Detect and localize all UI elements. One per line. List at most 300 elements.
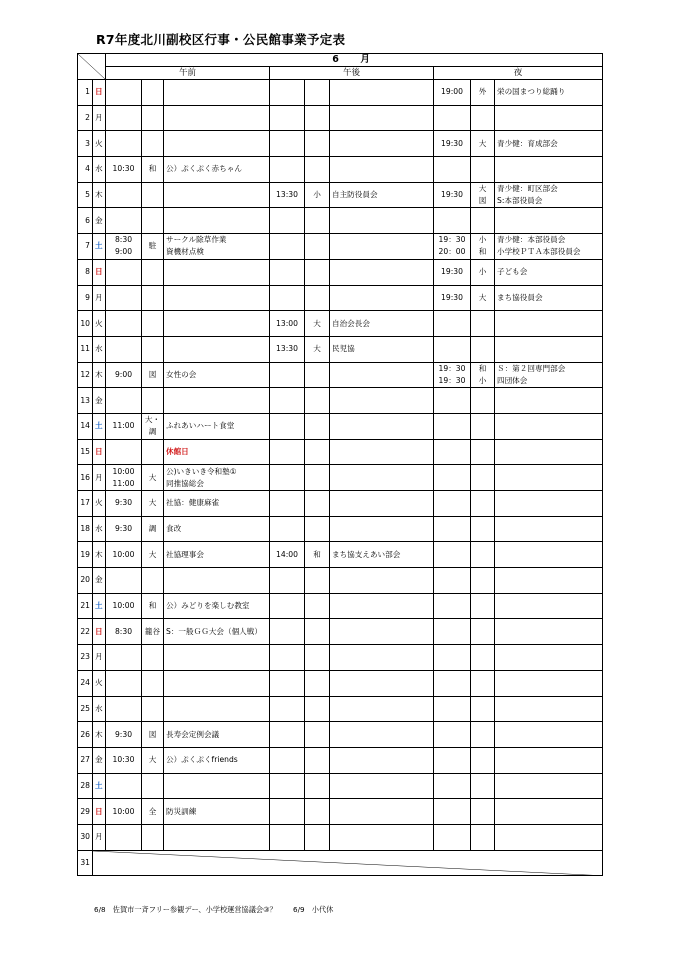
afternoon-event: 自治会長会 (330, 311, 434, 337)
morning-event: 社協：健康麻雀 (164, 491, 270, 517)
morning-time-line: 11:00 (112, 478, 135, 488)
morning-time: 9:30 (106, 516, 142, 542)
day-number: 14 (78, 413, 93, 439)
night-time: 19:30 (434, 182, 471, 208)
morning-event (164, 773, 270, 799)
night-place (471, 208, 495, 234)
night-event (495, 670, 603, 696)
morning-event (164, 105, 270, 131)
night-place (471, 362, 495, 388)
night-place-line: 小 (478, 235, 487, 245)
afternoon-event (330, 157, 434, 183)
afternoon-place (305, 516, 330, 542)
footnotes (94, 905, 347, 915)
morning-event: 休館日 (164, 439, 270, 465)
night-place (471, 619, 495, 645)
day-number: 26 (78, 722, 93, 748)
weekday: 日 (93, 799, 106, 825)
night-event (495, 593, 603, 619)
day-number: 29 (78, 799, 93, 825)
night-place: 外 (471, 80, 495, 106)
night-place (471, 182, 495, 208)
morning-place (142, 131, 164, 157)
day-row (78, 516, 603, 542)
morning-place: 籠谷 (142, 619, 164, 645)
weekday: 水 (93, 516, 106, 542)
afternoon-event (330, 773, 434, 799)
morning-time (106, 645, 142, 671)
blank-row (93, 850, 603, 876)
morning-event (164, 568, 270, 594)
night-place (471, 311, 495, 337)
night-event (495, 157, 603, 183)
weekday: 金 (93, 747, 106, 773)
afternoon-event (330, 696, 434, 722)
weekday: 木 (93, 542, 106, 568)
day-number: 6 (78, 208, 93, 234)
night-place (471, 105, 495, 131)
day-number: 31 (78, 850, 93, 876)
night-event (495, 799, 603, 825)
night-place (471, 516, 495, 542)
day-row (78, 131, 603, 157)
day-row (78, 336, 603, 362)
morning-event (164, 234, 270, 260)
morning-place (142, 208, 164, 234)
day-row (78, 773, 603, 799)
day-number: 16 (78, 465, 93, 491)
weekday: 土 (93, 234, 106, 260)
night-place (471, 722, 495, 748)
night-place (471, 773, 495, 799)
afternoon-event (330, 234, 434, 260)
night-event (495, 516, 603, 542)
weekday: 月 (93, 824, 106, 850)
day-row (78, 850, 603, 876)
night-place: 大 (471, 285, 495, 311)
morning-place (142, 336, 164, 362)
night-place-line: 大 (478, 184, 487, 194)
morning-event (164, 311, 270, 337)
morning-place (142, 439, 164, 465)
afternoon-time (270, 259, 305, 285)
morning-place: 駐 (142, 234, 164, 260)
night-event-line: 青少健：町区部会 (497, 184, 558, 194)
afternoon-time (270, 208, 305, 234)
afternoon-event (330, 619, 434, 645)
night-event (495, 619, 603, 645)
morning-place (142, 259, 164, 285)
morning-time (106, 208, 142, 234)
afternoon-time (270, 773, 305, 799)
night-time (434, 362, 471, 388)
night-place (471, 747, 495, 773)
morning-event-line: 同推協総会 (166, 478, 204, 488)
morning-place (142, 182, 164, 208)
day-row (78, 439, 603, 465)
morning-event: 長寿会定例会議 (164, 722, 270, 748)
night-time (434, 157, 471, 183)
afternoon-event (330, 105, 434, 131)
morning-event: S：一般ＧＧ大会（個人戦） (164, 619, 270, 645)
morning-time: 11:00 (106, 413, 142, 439)
day-row (78, 491, 603, 517)
morning-place (142, 285, 164, 311)
night-event (495, 696, 603, 722)
day-number: 23 (78, 645, 93, 671)
night-place: 大 (471, 131, 495, 157)
night-time (434, 413, 471, 439)
day-number: 2 (78, 105, 93, 131)
day-row (78, 311, 603, 337)
night-event (495, 388, 603, 414)
night-time (434, 799, 471, 825)
afternoon-event: 自主防役員会 (330, 182, 434, 208)
night-time-line: 19：30 (438, 375, 466, 385)
morning-time (106, 336, 142, 362)
footnote-2: 6/9 小代休 (293, 905, 334, 914)
day-number: 17 (78, 491, 93, 517)
weekday: 火 (93, 311, 106, 337)
morning-time (106, 465, 142, 491)
night-time (434, 568, 471, 594)
night-time (434, 670, 471, 696)
morning-place (142, 773, 164, 799)
night-event (495, 362, 603, 388)
day-number: 13 (78, 388, 93, 414)
morning-time: 10:30 (106, 747, 142, 773)
morning-time (106, 285, 142, 311)
day-number: 11 (78, 336, 93, 362)
morning-event: 女性の会 (164, 362, 270, 388)
night-time (434, 619, 471, 645)
afternoon-place (305, 773, 330, 799)
afternoon-place (305, 362, 330, 388)
afternoon-place (305, 568, 330, 594)
afternoon-place (305, 747, 330, 773)
afternoon-place (305, 105, 330, 131)
morning-time (106, 234, 142, 260)
day-row (78, 696, 603, 722)
morning-time (106, 670, 142, 696)
weekday: 木 (93, 722, 106, 748)
afternoon-time (270, 696, 305, 722)
morning-place (142, 824, 164, 850)
day-row (78, 670, 603, 696)
afternoon-time: 13:00 (270, 311, 305, 337)
day-number: 21 (78, 593, 93, 619)
morning-event (164, 696, 270, 722)
morning-time (106, 568, 142, 594)
day-number: 9 (78, 285, 93, 311)
night-time-line: 20：00 (438, 247, 466, 257)
night-place (471, 336, 495, 362)
night-event (495, 182, 603, 208)
night-time (434, 311, 471, 337)
afternoon-time: 13:30 (270, 336, 305, 362)
corner-cell (78, 54, 106, 80)
morning-time (106, 773, 142, 799)
weekday: 月 (93, 645, 106, 671)
night-event (495, 568, 603, 594)
morning-place (142, 311, 164, 337)
night-event (495, 234, 603, 260)
morning-place (142, 670, 164, 696)
night-event (495, 336, 603, 362)
night-event-line: Ｓ：第２回専門部会 (497, 363, 566, 373)
morning-place: 大 (142, 491, 164, 517)
morning-time (106, 439, 142, 465)
afternoon-event: 民児協 (330, 336, 434, 362)
day-number: 5 (78, 182, 93, 208)
afternoon-time (270, 568, 305, 594)
afternoon-time (270, 234, 305, 260)
afternoon-time (270, 593, 305, 619)
afternoon-time: 14:00 (270, 542, 305, 568)
night-place (471, 696, 495, 722)
night-time: 19:30 (434, 131, 471, 157)
night-time (434, 439, 471, 465)
afternoon-time (270, 413, 305, 439)
afternoon-time: 13:30 (270, 182, 305, 208)
day-number: 20 (78, 568, 93, 594)
night-event-line: 青少健：本部役員会 (497, 235, 566, 245)
afternoon-time (270, 645, 305, 671)
morning-place (142, 105, 164, 131)
month-header: 6 月 (106, 54, 603, 67)
weekday: 土 (93, 413, 106, 439)
day-row (78, 157, 603, 183)
weekday: 日 (93, 259, 106, 285)
day-row (78, 747, 603, 773)
morning-time: 9:30 (106, 491, 142, 517)
day-number: 3 (78, 131, 93, 157)
day-row (78, 208, 603, 234)
schedule-table (77, 53, 603, 876)
morning-time (106, 80, 142, 106)
afternoon-place (305, 722, 330, 748)
day-row (78, 799, 603, 825)
morning-place: 大 (142, 465, 164, 491)
afternoon-time (270, 439, 305, 465)
morning-event (164, 824, 270, 850)
morning-place: 図 (142, 362, 164, 388)
morning-place (142, 388, 164, 414)
day-row (78, 388, 603, 414)
afternoon-time (270, 105, 305, 131)
night-place (471, 388, 495, 414)
morning-event (164, 670, 270, 696)
morning-event (164, 465, 270, 491)
morning-place (142, 696, 164, 722)
morning-time-line: 10:00 (112, 466, 135, 476)
afternoon-event (330, 285, 434, 311)
morning-place: 大・調 (142, 413, 164, 439)
morning-event-line: 公)いきいき令和塾① (166, 466, 237, 476)
afternoon-place (305, 208, 330, 234)
night-time-line: 19：30 (438, 235, 466, 245)
day-row (78, 234, 603, 260)
night-time (434, 336, 471, 362)
day-row (78, 80, 603, 106)
night-time: 19:00 (434, 80, 471, 106)
night-place (471, 465, 495, 491)
weekday: 火 (93, 131, 106, 157)
morning-place: 大 (142, 542, 164, 568)
day-row (78, 362, 603, 388)
weekday: 日 (93, 80, 106, 106)
afternoon-time (270, 824, 305, 850)
morning-header: 午前 (106, 67, 270, 80)
morning-event (164, 182, 270, 208)
night-time (434, 696, 471, 722)
morning-event: 防災訓練 (164, 799, 270, 825)
morning-event-line: サークル除草作業 (166, 235, 227, 245)
night-time (434, 747, 471, 773)
day-number: 1 (78, 80, 93, 106)
night-time (434, 773, 471, 799)
afternoon-event (330, 439, 434, 465)
weekday: 木 (93, 182, 106, 208)
night-place-line: 和 (478, 247, 487, 257)
morning-event (164, 259, 270, 285)
night-event-line: 小学校ＰＴＡ本部役員会 (497, 247, 581, 257)
morning-time: 9:00 (106, 362, 142, 388)
night-time (434, 645, 471, 671)
night-time (434, 234, 471, 260)
night-event (495, 413, 603, 439)
afternoon-event (330, 413, 434, 439)
weekday: 水 (93, 157, 106, 183)
afternoon-header: 午後 (270, 67, 434, 80)
morning-time-line: 9:00 (114, 247, 133, 257)
day-number: 28 (78, 773, 93, 799)
night-place (471, 542, 495, 568)
weekday: 土 (93, 773, 106, 799)
afternoon-event (330, 593, 434, 619)
document-title: R7年度北川副校区行事・公民館事業予定表 (96, 32, 346, 47)
weekday: 水 (93, 336, 106, 362)
afternoon-place (305, 824, 330, 850)
afternoon-time (270, 465, 305, 491)
afternoon-place (305, 799, 330, 825)
day-row (78, 413, 603, 439)
night-time (434, 824, 471, 850)
night-event (495, 105, 603, 131)
night-time (434, 516, 471, 542)
night-event (495, 311, 603, 337)
day-number: 8 (78, 259, 93, 285)
morning-event-line: 資機材点検 (166, 247, 204, 257)
morning-time (106, 696, 142, 722)
afternoon-time (270, 516, 305, 542)
day-row (78, 619, 603, 645)
weekday: 金 (93, 388, 106, 414)
afternoon-event (330, 645, 434, 671)
afternoon-time (270, 670, 305, 696)
afternoon-place: 和 (305, 542, 330, 568)
night-event (495, 747, 603, 773)
day-number: 22 (78, 619, 93, 645)
night-place (471, 670, 495, 696)
afternoon-event (330, 799, 434, 825)
morning-time: 10:00 (106, 542, 142, 568)
morning-event: 公）ぷくぷくfriends (164, 747, 270, 773)
night-time (434, 208, 471, 234)
morning-time: 10:00 (106, 593, 142, 619)
night-place (471, 568, 495, 594)
morning-event (164, 131, 270, 157)
morning-time (106, 182, 142, 208)
afternoon-place (305, 619, 330, 645)
night-place (471, 439, 495, 465)
afternoon-time (270, 285, 305, 311)
day-row (78, 645, 603, 671)
night-time (434, 593, 471, 619)
afternoon-event (330, 131, 434, 157)
afternoon-place: 大 (305, 311, 330, 337)
night-time (434, 491, 471, 517)
day-row (78, 568, 603, 594)
afternoon-event (330, 259, 434, 285)
night-event: まち協役員会 (495, 285, 603, 311)
night-place (471, 799, 495, 825)
afternoon-event (330, 516, 434, 542)
night-place-line: 和 (478, 363, 487, 373)
morning-event (164, 285, 270, 311)
morning-time: 10:00 (106, 799, 142, 825)
afternoon-time (270, 131, 305, 157)
morning-time: 9:30 (106, 722, 142, 748)
day-row (78, 824, 603, 850)
afternoon-time (270, 747, 305, 773)
day-number: 27 (78, 747, 93, 773)
day-row (78, 722, 603, 748)
morning-time (106, 259, 142, 285)
morning-event (164, 208, 270, 234)
day-row (78, 593, 603, 619)
afternoon-event (330, 362, 434, 388)
night-event (495, 773, 603, 799)
morning-place: 大 (142, 747, 164, 773)
morning-time: 8:30 (106, 619, 142, 645)
night-event: 子ども会 (495, 259, 603, 285)
afternoon-time (270, 722, 305, 748)
morning-event: 公）ぷくぷく赤ちゃん (164, 157, 270, 183)
footnote-1: 6/8 佐賀市一斉フリー参観デー、小学校運営協議会③？ (94, 905, 277, 914)
morning-event: 公）みどりを楽しむ教室 (164, 593, 270, 619)
day-number: 7 (78, 234, 93, 260)
morning-event: 食改 (164, 516, 270, 542)
afternoon-time (270, 80, 305, 106)
night-event: 青少健：育成部会 (495, 131, 603, 157)
afternoon-time (270, 388, 305, 414)
night-place-line: 図 (478, 196, 487, 206)
night-event (495, 465, 603, 491)
weekday: 木 (93, 362, 106, 388)
afternoon-place (305, 80, 330, 106)
night-time (434, 465, 471, 491)
morning-place: 和 (142, 157, 164, 183)
afternoon-place (305, 285, 330, 311)
night-event: 栄の国まつり総踊り (495, 80, 603, 106)
weekday: 月 (93, 285, 106, 311)
day-number: 10 (78, 311, 93, 337)
morning-time (106, 388, 142, 414)
morning-time (106, 131, 142, 157)
night-time (434, 388, 471, 414)
afternoon-event (330, 722, 434, 748)
